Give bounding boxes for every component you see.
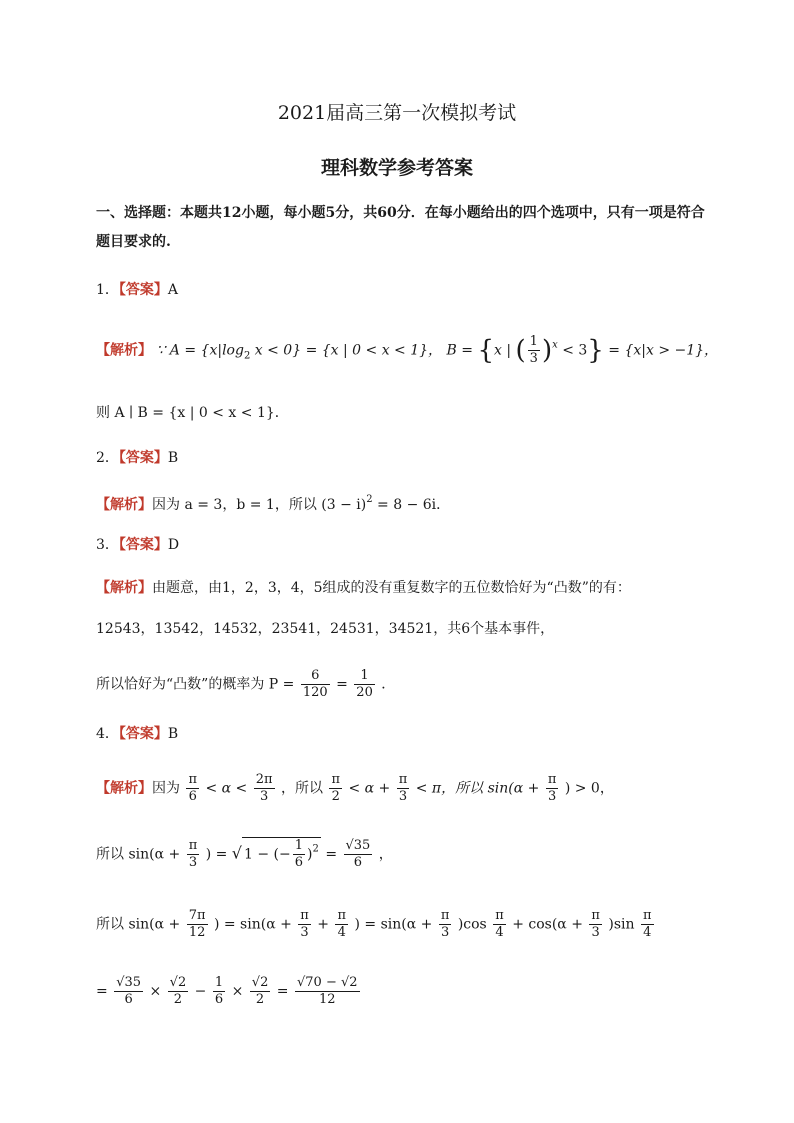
- q1-set-a: ∵ A = {x|log: [156, 342, 244, 359]
- q1-set-a-rest: x < 0} = {x | 0 < x < 1}，: [250, 342, 443, 359]
- q3-answer-line: [96, 535, 179, 555]
- q4-answer-line: [96, 724, 178, 744]
- q3-fraction-1: $\frac{6}{120}$: [302, 668, 328, 700]
- q3-number: 3．: [96, 537, 119, 553]
- section-heading-line-1: 一、选择题：本题共12小题，每小题5分，共60分．在每小题给出的四个选项中，只有一项是符合: [96, 205, 705, 221]
- q2-analysis-line: [96, 490, 450, 515]
- q4-analysis-line-1: 【解析】因为 $\frac{\pi}{6}$ < α < $\frac{2\pi}{3}$ ，所以 $\frac{\pi}{2}$ < α + $\frac{\pi}{3}$ < π，所以 sin(α + $\frac{\pi}{3}$ ) > 0，: [96, 772, 614, 804]
- q2-number: 2．: [96, 450, 119, 466]
- q1-log-base: 2: [243, 350, 251, 362]
- section-heading-line-2: 题目要求的.: [96, 234, 171, 250]
- q1-analysis-label: 【解析】: [96, 342, 152, 359]
- q4-answer-value: B: [167, 726, 179, 742]
- q1-conclusion: 则 A ∣ B = {x | 0 < x < 1}．: [96, 405, 289, 421]
- q1-set-b-rest: < 3: [562, 342, 588, 359]
- q3-probability-line: 所以恰好为“凸数”的概率为 P = $\frac{6}{120}$ = $\frac{1}{20}$ ．: [96, 668, 396, 700]
- q1-answer-label: 【答案】: [118, 282, 168, 298]
- q3-analysis-label: 【解析】: [96, 580, 152, 596]
- q4-analysis-line-4: = $\frac{√35}{6}$ × $\frac{√2}{2}$ − $\frac{1}{6}$ × $\frac{√2}{2}$ = $\frac{√70 - √2}{12}$: [96, 975, 358, 1007]
- q2-analysis-label: 【解析】: [96, 497, 152, 513]
- q1-set-b-prefix: B =: [446, 342, 473, 359]
- q1-set-b-result: = {x|x > −1}，: [608, 342, 719, 359]
- q3-analysis-line: [96, 578, 631, 598]
- q1-analysis-line: 【解析】 ∵ $A = \{x|\log_2$ x < 0} = {x | 0 < x < 1}， B = {x | ( $\frac{1}{3}$ )$^x$ < 3} = {x|x > −1}，: [96, 334, 719, 366]
- q3-answer-label: 【答案】: [118, 537, 168, 553]
- q1-exponent: x: [552, 339, 558, 351]
- q4-analysis-line-3: 所以 sin(α + $\frac{7\pi}{12}$ ) = sin(α + $\frac{\pi}{3}$ + $\frac{\pi}{4}$ ) = sin(α + $\frac{\pi}{3}$ )cos $\frac{\pi}{4}$ + cos(α + $\frac{\pi}{3}$ )sin $\frac{\pi}{4}$: [96, 908, 652, 940]
- q1-number: 1．: [96, 282, 119, 298]
- q2-text-1: 因为 a = 3，b = 1，所以 (3 − i): [152, 497, 367, 513]
- q2-exponent: 2: [366, 494, 373, 505]
- q3-fraction-2: $\frac{1}{20}$: [356, 668, 373, 700]
- q4-analysis-line-2: 所以 sin(α + $\frac{\pi}{3}$ ) = √ 1 − (− $\frac{1}{6}$ )$^2$ = $\frac{√35}{6}$ ，: [96, 838, 393, 870]
- q4-number: 4．: [96, 726, 119, 742]
- q3-line-1: 由题意，由1，2，3，4，5组成的没有重复数字的五位数恰好为“凸数”的有：: [152, 580, 631, 596]
- document-title: 2021届高三第一次模拟考试: [277, 102, 517, 124]
- document-subtitle: 理科数学参考答案: [320, 157, 473, 179]
- q2-text-2: = 8 − 6i．: [372, 497, 451, 513]
- q3-line-3-prefix: 所以恰好为“凸数”的概率为 P =: [96, 676, 295, 693]
- q2-answer-line: [96, 448, 178, 468]
- q3-answer-value: D: [167, 537, 180, 553]
- q1-fraction: $\frac{1}{3}$: [529, 334, 538, 366]
- q2-answer-value: B: [167, 450, 179, 466]
- q3-line-2: 12543，13542，14532，23541，24531，34521，共6个基本事件，: [96, 621, 555, 637]
- q1-answer-line: [96, 280, 178, 300]
- q1-answer-value: A: [167, 282, 179, 298]
- q4-analysis-label: 【解析】: [96, 780, 152, 797]
- q1-set-b-inner: x |: [493, 342, 512, 359]
- q2-answer-label: 【答案】: [118, 450, 168, 466]
- q4-answer-label: 【答案】: [118, 726, 168, 742]
